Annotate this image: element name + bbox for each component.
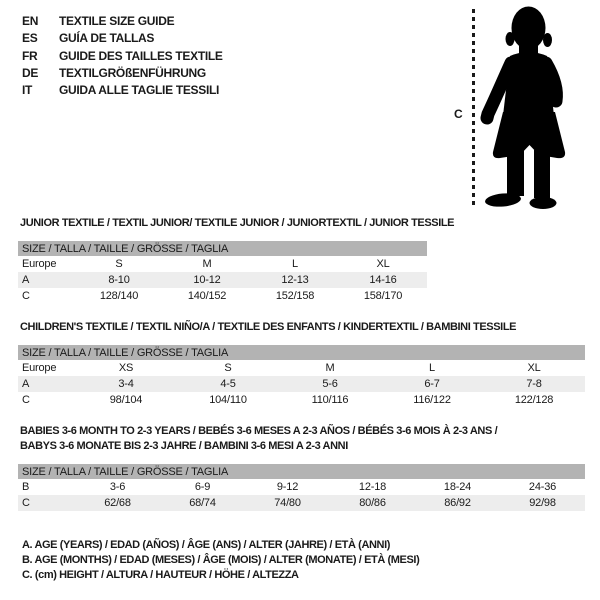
table-header-row bbox=[18, 241, 427, 256]
language-list bbox=[22, 13, 223, 99]
cell-value: 3-6 bbox=[109, 481, 126, 493]
cell-value: 152/158 bbox=[275, 290, 315, 302]
babies-table-title bbox=[20, 424, 497, 454]
cell-value: XL bbox=[527, 362, 541, 374]
language-title: GUÍA DE TALLAS bbox=[59, 31, 155, 46]
cell-value: 6-7 bbox=[424, 378, 440, 390]
cell-value: 18-24 bbox=[443, 481, 472, 493]
row-label: Europe bbox=[22, 362, 57, 374]
table-row bbox=[18, 360, 585, 376]
table-row bbox=[18, 376, 585, 392]
table-header-row bbox=[18, 464, 585, 479]
cell-value: M bbox=[325, 362, 335, 374]
size-header-band: SIZE / TALLA / TAILLE / GRÖSSE / TAGLIA bbox=[18, 345, 585, 360]
height-measure-label-c: C bbox=[454, 107, 463, 121]
cell-value: 74/80 bbox=[274, 497, 301, 509]
size-header-band: SIZE / TALLA / TAILLE / GRÖSSE / TAGLIA bbox=[18, 464, 585, 479]
cell-value: 68/74 bbox=[189, 497, 216, 509]
row-label: C bbox=[22, 290, 30, 302]
language-code: DE bbox=[22, 65, 39, 80]
cell-value: 14-16 bbox=[369, 274, 397, 286]
cell-value: 140/152 bbox=[187, 290, 227, 302]
junior-size-table bbox=[18, 241, 427, 304]
cell-value: 24-36 bbox=[528, 481, 557, 493]
cell-value: 7-8 bbox=[526, 378, 542, 390]
language-code: IT bbox=[22, 83, 33, 98]
language-code: EN bbox=[22, 14, 39, 28]
table-header-row bbox=[18, 345, 585, 360]
row-label: C bbox=[22, 394, 30, 406]
language-code: ES bbox=[22, 31, 38, 46]
babies-table-title-line1: BABIES 3-6 MONTH TO 2-3 YEARS / BEBÉS 3-6 MESES A 2-3 AÑOS / BÉBÉS 3-6 MOIS À 2-3 ANS / bbox=[20, 425, 498, 437]
cell-value: 116/122 bbox=[413, 394, 451, 406]
language-title: GUIDA ALLE TAGLIE TESSILI bbox=[59, 83, 220, 98]
toddler-silhouette-icon bbox=[480, 2, 592, 212]
table-row bbox=[18, 272, 427, 288]
cell-value: L bbox=[429, 362, 435, 374]
footnotes bbox=[22, 538, 419, 584]
cell-value: 158/170 bbox=[363, 290, 403, 302]
table-row bbox=[18, 392, 585, 408]
cell-value: 12-18 bbox=[358, 481, 387, 493]
language-title: TEXTILE SIZE GUIDE bbox=[59, 14, 175, 28]
language-row-it bbox=[22, 82, 223, 99]
cell-value: 8-10 bbox=[108, 274, 130, 286]
cell-value: 80/86 bbox=[359, 497, 386, 509]
row-label: C bbox=[22, 497, 30, 509]
cell-value: 110/116 bbox=[311, 394, 349, 406]
cell-value: 3-4 bbox=[118, 378, 134, 390]
cell-value: 98/104 bbox=[109, 394, 143, 406]
cell-value: 122/128 bbox=[514, 394, 554, 406]
cell-value: 104/110 bbox=[209, 394, 247, 406]
language-row-en bbox=[22, 13, 223, 30]
row-label: A bbox=[22, 378, 30, 390]
babies-table-title-line2: BABYS 3-6 MONATE BIS 2-3 JAHRE / BAMBINI 3-6 MESI A 2-3 ANNI bbox=[20, 440, 348, 452]
cell-value: 5-6 bbox=[322, 378, 338, 390]
cell-value: S bbox=[224, 362, 232, 374]
row-label: Europe bbox=[22, 258, 57, 270]
cell-value: 62/68 bbox=[104, 497, 131, 509]
table-row bbox=[18, 479, 585, 495]
cell-value: 12-13 bbox=[281, 274, 309, 286]
footnote-c: C. (cm) HEIGHT / ALTURA / HAUTEUR / HÖHE / ALTEZZA bbox=[22, 569, 299, 582]
cell-value: 6-9 bbox=[194, 481, 211, 493]
language-title: GUIDE DES TAILLES TEXTILE bbox=[59, 48, 223, 63]
cell-value: XL bbox=[376, 258, 390, 270]
children-size-table bbox=[18, 345, 585, 408]
row-label: B bbox=[22, 481, 30, 493]
table-row bbox=[18, 495, 585, 511]
cell-value: 4-5 bbox=[220, 378, 236, 390]
language-row-de bbox=[22, 65, 223, 82]
children-table-title: CHILDREN'S TEXTILE / TEXTIL NIÑO/A / TEXTILE DES ENFANTS / KINDERTEXTIL / BAMBINI TESSILE bbox=[20, 321, 517, 333]
cell-value: XS bbox=[118, 362, 134, 374]
table-row bbox=[18, 256, 427, 272]
cell-value: 128/140 bbox=[99, 290, 139, 302]
table-row bbox=[18, 288, 427, 304]
babies-size-table bbox=[18, 464, 585, 511]
cell-value: S bbox=[115, 258, 123, 270]
cell-value: 9-12 bbox=[276, 481, 299, 493]
junior-table-title: JUNIOR TEXTILE / TEXTIL JUNIOR/ TEXTILE JUNIOR / JUNIORTEXTIL / JUNIOR TESSILE bbox=[20, 217, 455, 229]
cell-value: M bbox=[202, 258, 212, 270]
height-reference-dotted-line bbox=[472, 9, 475, 206]
language-row-es bbox=[22, 30, 223, 47]
language-title: TEXTILGRÖßENFÜHRUNG bbox=[59, 65, 206, 80]
language-code: FR bbox=[22, 48, 38, 63]
cell-value: 86/92 bbox=[444, 497, 471, 509]
footnote-b: B. AGE (MONTHS) / EDAD (MESES) / ÂGE (MOIS) / ALTER (MONATE) / ETÀ (MESI) bbox=[22, 554, 420, 567]
footnote-a: A. AGE (YEARS) / EDAD (AÑOS) / ÂGE (ANS) / ALTER (JAHRE) / ETÀ (ANNI) bbox=[22, 539, 390, 551]
language-row-fr bbox=[22, 48, 223, 65]
cell-value: L bbox=[292, 258, 298, 270]
cell-value: 92/98 bbox=[529, 497, 556, 509]
row-label: A bbox=[22, 274, 30, 286]
cell-value: 10-12 bbox=[193, 274, 221, 286]
size-header-band: SIZE / TALLA / TAILLE / GRÖSSE / TAGLIA bbox=[18, 241, 427, 256]
